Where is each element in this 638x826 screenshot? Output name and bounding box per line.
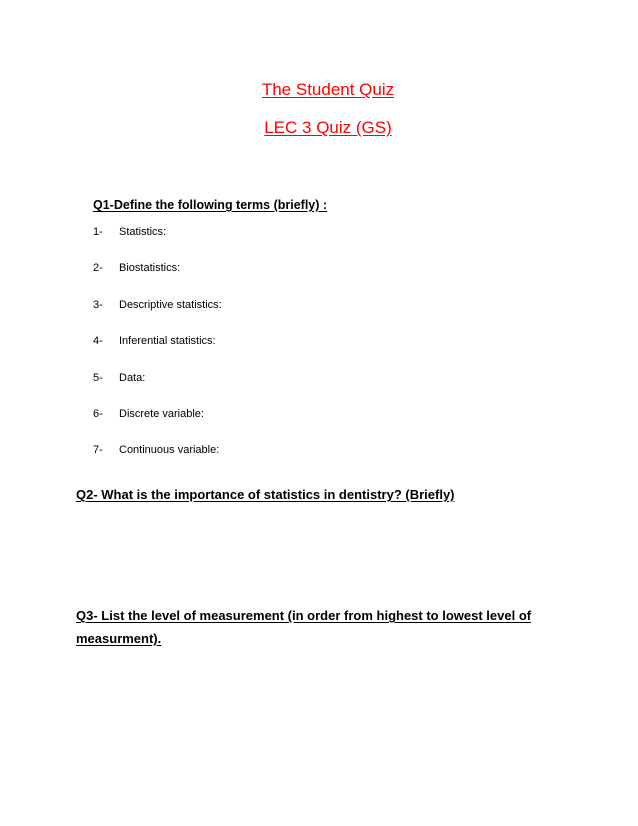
term-item-inferential-statistics (93, 335, 222, 371)
term-number: 2- (93, 262, 103, 275)
page-title: The Student Quiz (261, 80, 395, 99)
term-item-discrete-variable (93, 408, 222, 444)
question-3-heading: Q3- List the level of measurement (in order from highest to lowest level of measurment). (76, 608, 532, 646)
term-number: 5- (93, 371, 103, 384)
term-label: Discrete variable: (119, 407, 204, 420)
term-label: Statistics: (119, 226, 167, 238)
question-1-terms-list (93, 226, 222, 481)
term-number: 7- (93, 444, 103, 457)
term-number: 6- (93, 407, 103, 420)
term-item-continuous-variable (93, 444, 222, 480)
term-label: Data: (119, 371, 146, 384)
question-1-heading: Q1-Define the following terms (briefly) : (93, 198, 328, 212)
term-label: Descriptive statistics: (119, 298, 222, 311)
term-item-biostatistics (93, 262, 222, 298)
term-label: Biostatistics: (119, 262, 181, 275)
term-item-data (93, 372, 222, 408)
term-item-statistics (93, 226, 222, 262)
term-item-descriptive-statistics (93, 299, 222, 335)
term-number: 4- (93, 335, 103, 348)
term-label: Inferential statistics: (119, 335, 216, 348)
term-number: 1- (93, 226, 103, 238)
page-subtitle: LEC 3 Quiz (GS) (264, 118, 392, 137)
question-2-heading: Q2- What is the importance of statistics in dentistry? (Briefly) (76, 487, 455, 502)
term-label: Continuous variable: (119, 444, 220, 457)
term-number: 3- (93, 298, 103, 311)
